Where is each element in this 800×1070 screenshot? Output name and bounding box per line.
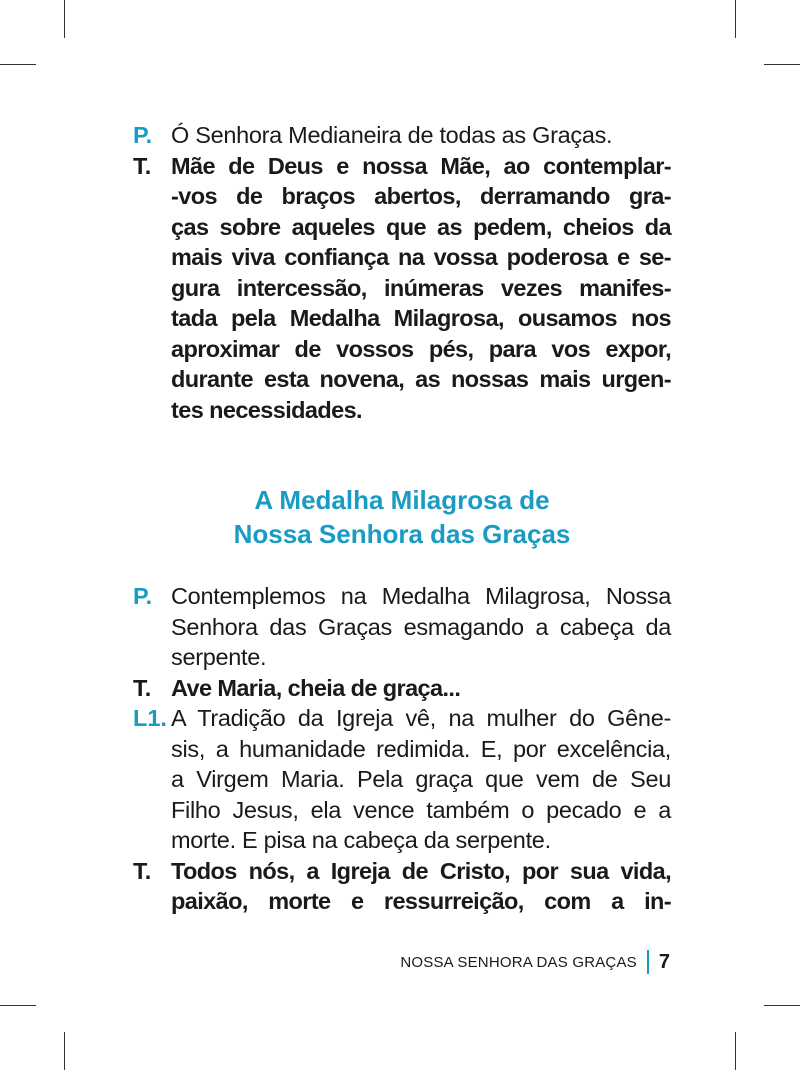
prayer-row-t [133, 151, 671, 426]
text-line: Ave Maria, cheia de graça... [171, 674, 461, 701]
text-line: paixão, morte e ressurreição, com a in- [171, 888, 671, 914]
crop-mark-top-left [64, 0, 65, 38]
text-line: durante esta novena, as nossas mais urgen- [171, 366, 671, 392]
crop-mark-right-bottom [764, 1005, 800, 1006]
prayer-row-p [133, 581, 671, 673]
text-line: sis, a humanidade redimida. E, por excelência, [171, 735, 671, 762]
text-line: gura intercessão, inúmeras vezes manifes- [171, 274, 671, 301]
text-line: Filho Jesus, ela vence também o pecado e a [171, 796, 671, 823]
heading-line-1: A Medalha Milagrosa de [254, 485, 550, 515]
prayer-row-t [133, 856, 671, 917]
prayer-text [171, 120, 671, 151]
prayer-block-1 [133, 120, 671, 425]
text-line: Contemplemos na Medalha Milagrosa, Nossa [171, 583, 671, 609]
page-content [133, 120, 671, 917]
speaker-label: T. [133, 152, 152, 179]
text-line: A Tradição da Igreja vê, na mulher do Gêne- [171, 705, 671, 731]
crop-mark-left-bottom [0, 1005, 36, 1006]
text-line: a Virgem Maria. Pela graça que vem de Seu [171, 766, 671, 792]
page-footer [400, 950, 670, 974]
crop-mark-left-top [0, 64, 36, 65]
prayer-text [171, 703, 671, 856]
text-line: aproximar de vossos pés, para vos expor, [171, 335, 671, 362]
text-line: Mãe de Deus e nossa Mãe, ao contemplar- [171, 152, 671, 179]
text-line: morte. E pisa na cabeça da serpente. [171, 827, 551, 853]
text-line: Senhora das Graças esmagando a cabeça da [171, 613, 671, 640]
text-line: ças sobre aqueles que as pedem, cheios da [171, 213, 671, 240]
speaker-label: T. [133, 857, 152, 884]
text-line: Todos nós, a Igreja de Cristo, por sua vida, [171, 857, 671, 884]
prayer-text [171, 151, 671, 426]
footer-separator [647, 950, 649, 974]
heading-line-2: Nossa Senhora das Graças [233, 519, 571, 549]
text-line: mais viva confiança na vossa poderosa e se- [171, 244, 671, 270]
section-heading [133, 483, 671, 551]
prayer-text [171, 856, 671, 917]
speaker-label: P. [133, 122, 153, 148]
prayer-text [171, 581, 671, 673]
running-title: NOSSA SENHORA DAS GRAÇAS [400, 953, 637, 971]
text-line: tes necessidades. [171, 396, 362, 423]
prayer-row-t [133, 673, 671, 704]
speaker-label: L1. [133, 705, 167, 731]
prayer-block-2 [133, 581, 671, 917]
crop-mark-top-right [735, 0, 736, 38]
page-number: 7 [658, 950, 670, 973]
prayer-text [171, 673, 671, 704]
text-line: tada pela Medalha Milagrosa, ousamos nos [171, 305, 671, 331]
speaker-label: T. [133, 674, 152, 701]
text-line: serpente. [171, 644, 267, 670]
crop-mark-right-top [764, 64, 800, 65]
text-line: Ó Senhora Medianeira de todas as Graças. [171, 122, 613, 148]
text-line: -vos de braços abertos, derramando gra- [171, 183, 671, 209]
speaker-label: P. [133, 583, 153, 609]
crop-mark-bottom-left [64, 1032, 65, 1070]
crop-mark-bottom-right [735, 1032, 736, 1070]
prayer-row-l1 [133, 703, 671, 856]
prayer-row-p [133, 120, 671, 151]
